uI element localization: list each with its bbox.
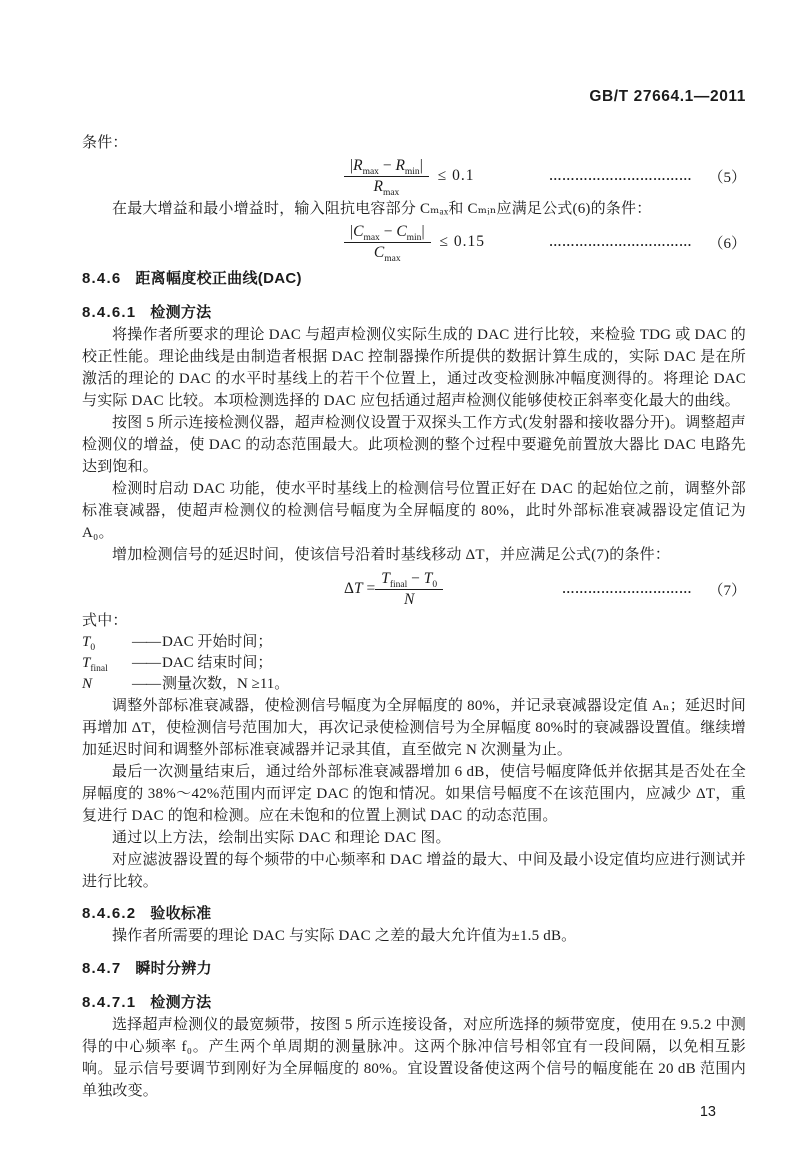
where-label: 式中： <box>82 613 128 629</box>
page-content <box>82 88 746 1122</box>
standard-number-header: GB/T 27664.1—2011 <box>589 88 746 105</box>
dotted-leader: ………………………… <box>562 581 692 596</box>
dotted-leader: …………………………… <box>549 168 692 183</box>
page-number: 13 <box>699 1104 716 1120</box>
paragraph-figure5-setup: 按图 5 所示连接检测仪器，超声检测仪设置于双探头工作方式(发射器和接收器分开)。调整超声检测仪的增益，使 DAC 的动态范围最大。此项检测的整个过程中要避免前置放大器比 DAC 电路先达到饱和。 <box>82 415 746 475</box>
formula-7 <box>82 568 746 610</box>
paragraph-temporal-resolution: 选择超声检测仪的最宽频带，按图 5 所示连接设备，对应所选择的频带宽度，使用在 9.5.2 中测得的中心频率 f₀。产生两个单周期的测量脉冲。这两个脉冲信号相邻宜有一段间隔，以免相互影响。显示信号要调节到刚好为全屏幅度的 80%。宜设置设备使这两个信号的幅度能在 20 dB 范围内单独改变。 <box>82 1017 746 1099</box>
section-heading-8-4-6-1: 8.4.6.1 检测方法 <box>82 304 212 321</box>
paragraph-filter-bands: 对应滤波器设置的每个频带的中心频率和 DAC 增益的最大、中间及最小设定值均应进行测试并进行比较。 <box>82 852 746 890</box>
fraction <box>375 570 443 609</box>
definition-T0: $T_0$ —— DAC 开始时间； <box>82 634 273 653</box>
equation-number: （7） <box>708 582 746 599</box>
section-heading-8-4-6: 8.4.6 距离幅度校正曲线(DAC) <box>82 270 302 287</box>
definition-N: N —— 测量次数，N ≥11。 <box>82 676 290 692</box>
equation-number: （5） <box>708 169 746 186</box>
section-heading-8-4-7-1: 8.4.7.1 检测方法 <box>82 994 212 1011</box>
formula-5-expression <box>344 157 475 196</box>
formula-6-expression <box>344 223 485 262</box>
paragraph-delay-time: 增加检测信号的延迟时间，使该信号沿着时基线移动 ΔT，并应满足公式(7)的条件： <box>112 547 671 563</box>
dotted-leader: …………………………… <box>549 234 692 249</box>
formula-5 <box>82 154 746 198</box>
delta-T: ΔT = <box>344 580 376 597</box>
fraction <box>344 223 431 262</box>
fraction-numerator: $T_{final} - T_0$ <box>375 570 443 590</box>
fraction-numerator: $|C_{max} - C_{min}|$ <box>344 223 431 243</box>
fraction-denominator: $C_{max}$ <box>373 243 401 264</box>
section-heading-8-4-6-2: 8.4.6.2 验收标准 <box>82 905 212 922</box>
formula-6 <box>82 220 746 264</box>
fraction-numerator: $|R_{max} - R_{min}|$ <box>344 157 429 177</box>
fraction-denominator: N <box>404 590 415 608</box>
formula-7-expression <box>344 570 443 609</box>
paragraph-acceptance: 操作者所需要的理论 DAC 与实际 DAC 之差的最大允许值为±1.5 dB。 <box>112 928 577 944</box>
section-heading-8-4-7: 8.4.7 瞬时分辨力 <box>82 960 212 977</box>
equation-number: （6） <box>708 235 746 252</box>
relation: ≤ 0.1 <box>437 167 475 184</box>
paragraph-saturation-check: 最后一次测量结束后，通过给外部标准衰减器增加 6 dB，使信号幅度降低并依据其是否处在全屏幅度的 38%～42%范围内而评定 DAC 的饱和情况。如果信号幅度不在该范围内，应减少 ΔT，重复进行 DAC 的饱和检测。应在未饱和的位置上测试 DAC 的动态范围。 <box>82 764 746 824</box>
condition-label: 条件： <box>82 135 128 151</box>
paragraph-dac-compare: 将操作者所要求的理论 DAC 与超声检测仪实际生成的 DAC 进行比较，来检验 TDG 或 DAC 的校正性能。理论曲线是由制造者根据 DAC 控制器操作所提供的数据计算生成的，实际 DAC 是在所激活的理论的 DAC 的水平时基线上的若干个位置上，通过改变检测脉冲幅度测得的。将理论 DAC 与实际 DAC 比较。本项检测选择的 DAC 应包括通过超声检测仪能够使校正斜率变化最大的曲线。 <box>82 327 746 409</box>
paragraph-draw-dac: 通过以上方法，绘制出实际 DAC 和理论 DAC 图。 <box>112 830 451 846</box>
fraction-denominator: $R_{max}$ <box>373 177 400 198</box>
paragraph-attenuator-record: 调整外部标准衰减器，使检测信号幅度为全屏幅度的 80%，并记录衰减器设定值 Aₙ；延迟时间再增加 ΔT，使检测信号范围加大，再次记录使检测信号为全屏幅度 80%时的衰减器设置值。继续增加延迟时间和调整外部标准衰减器并记录其值，直至做完 N 次测量为止。 <box>82 698 746 758</box>
definition-Tfinal: $T_{final}$ —— DAC 结束时间； <box>82 655 273 674</box>
gain-condition-text: 在最大增益和最小增益时，输入阻抗电容部分 Cₘₐₓ和 Cₘᵢₙ应满足公式(6)的条件： <box>112 201 652 217</box>
paragraph-dac-start: 检测时启动 DAC 功能，使水平时基线上的检测信号位置正好在 DAC 的起始位之前，调整外部标准衰减器，使超声检测仪的检测信号幅度为全屏幅度的 80%，此时外部标准衰减器设定值记为 A₀。 <box>82 481 746 541</box>
fraction <box>344 157 429 196</box>
relation: ≤ 0.15 <box>439 233 486 250</box>
